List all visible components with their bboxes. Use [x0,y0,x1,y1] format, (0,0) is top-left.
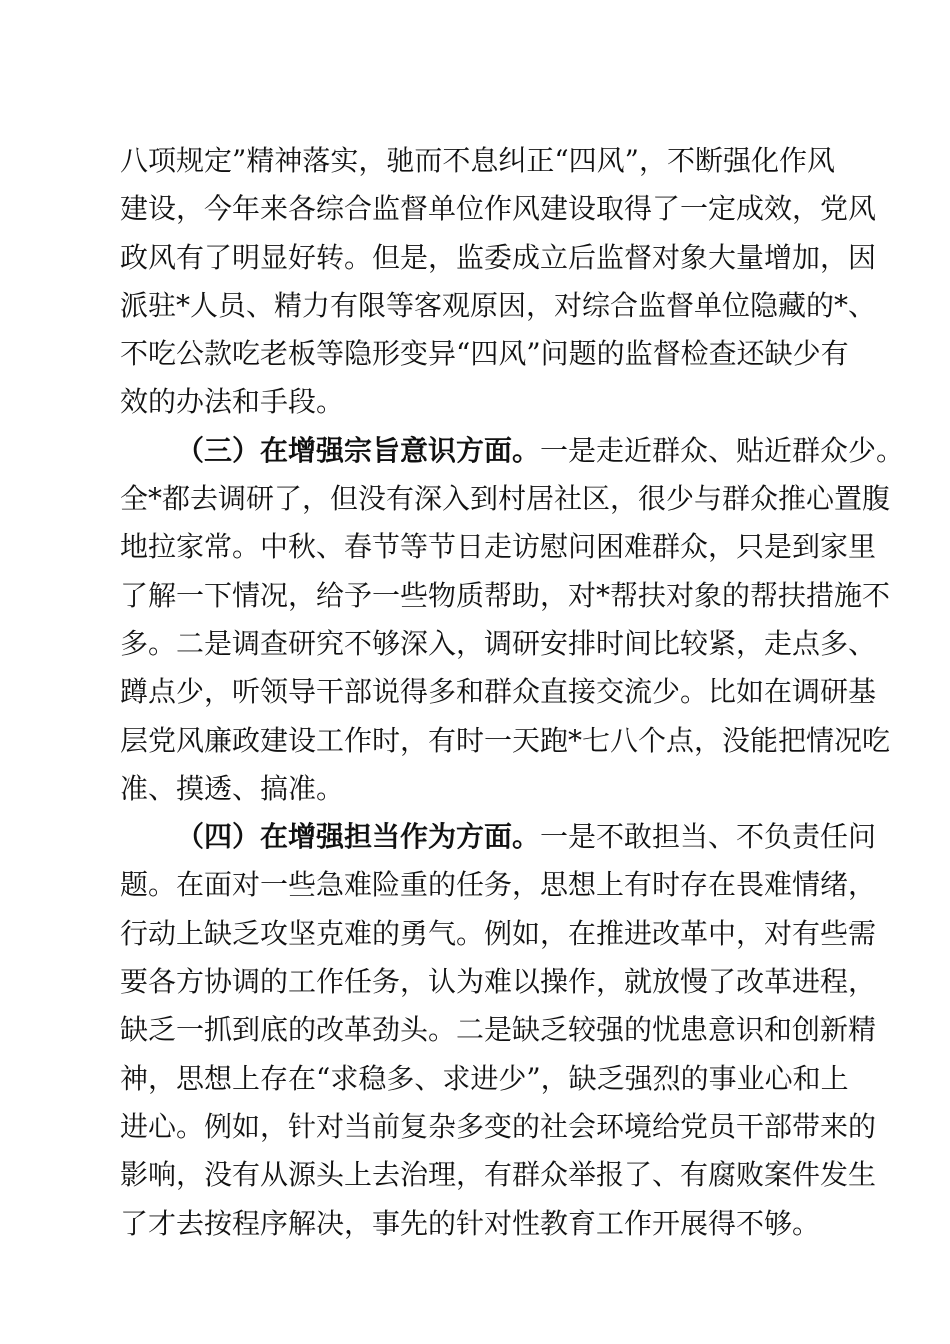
text-line: 八项规定”精神落实，驰而不息纠正“四风”，不断强化作风 [120,144,835,177]
document-body [120,137,905,1248]
text-line: 政风有了明显好转。但是，监委成立后监督对象大量增加，因 [120,240,877,274]
paragraph-first-line [120,813,877,861]
text-line: 了解一下情况，给予一些物质帮助，对*帮扶对象的帮扶措施不 [120,578,891,612]
text-line: 层党风廉政建设工作时，有时一天跑*七八个点，没能把情况吃 [120,723,891,757]
text-line: 进心。例如，针对当前复杂多变的社会环境给党员干部带来的 [120,1109,877,1143]
text-line: 神，思想上存在“求稳多、求进少”，缺乏强烈的事业心和上 [120,1061,849,1095]
text-run: 一是不敢担当、不负责任问 [540,820,877,854]
text-line: 效的办法和手段。 [120,385,345,419]
text-line: 准、摸透、搞准。 [120,771,345,805]
text-line: 行动上缺乏攻坚克难的勇气。例如，在推进改革中，对有些需 [120,916,877,950]
text-line: 蹲点少，听领导干部说得多和群众直接交流少。比如在调研基 [120,675,877,709]
section-heading: （三）在增强宗旨意识方面。 [176,433,541,467]
text-line: 派驻*人员、精力有限等客观原因，对综合监督单位隐藏的*、 [120,288,877,322]
text-line: 影响，没有从源头上去治理，有群众举报了、有腐败案件发生 [120,1158,877,1192]
text-line: 全*都去调研了，但没有深入到村居社区，很少与群众推心置腹 [120,482,891,516]
text-line: 缺乏一抓到底的改革劲头。二是缺乏较强的忧患意识和创新精 [120,1013,877,1047]
text-line: 多。二是调查研究不够深入，调研安排时间比较紧，走点多、 [120,626,877,660]
text-line: 建设，今年来各综合监督单位作风建设取得了一定成效，党风 [120,192,877,226]
text-line: 不吃公款吃老板等隐形变异“四风”问题的监督检查还缺少有 [120,337,849,371]
paragraph-first-line [120,427,905,475]
text-run: 一是走近群众、贴近群众少。 [540,433,905,467]
text-line: 要各方协调的工作任务，认为难以操作，就放慢了改革进程， [120,965,877,999]
text-line: 题。在面对一些急难险重的任务，思想上有时存在畏难情绪， [120,868,877,902]
text-line: 了才去按程序解决，事先的针对性教育工作开展得不够。 [120,1206,821,1240]
text-line: 地拉家常。中秋、春节等节日走访慰问困难群众，只是到家里 [120,530,877,564]
section-heading: （四）在增强担当作为方面。 [176,820,541,854]
